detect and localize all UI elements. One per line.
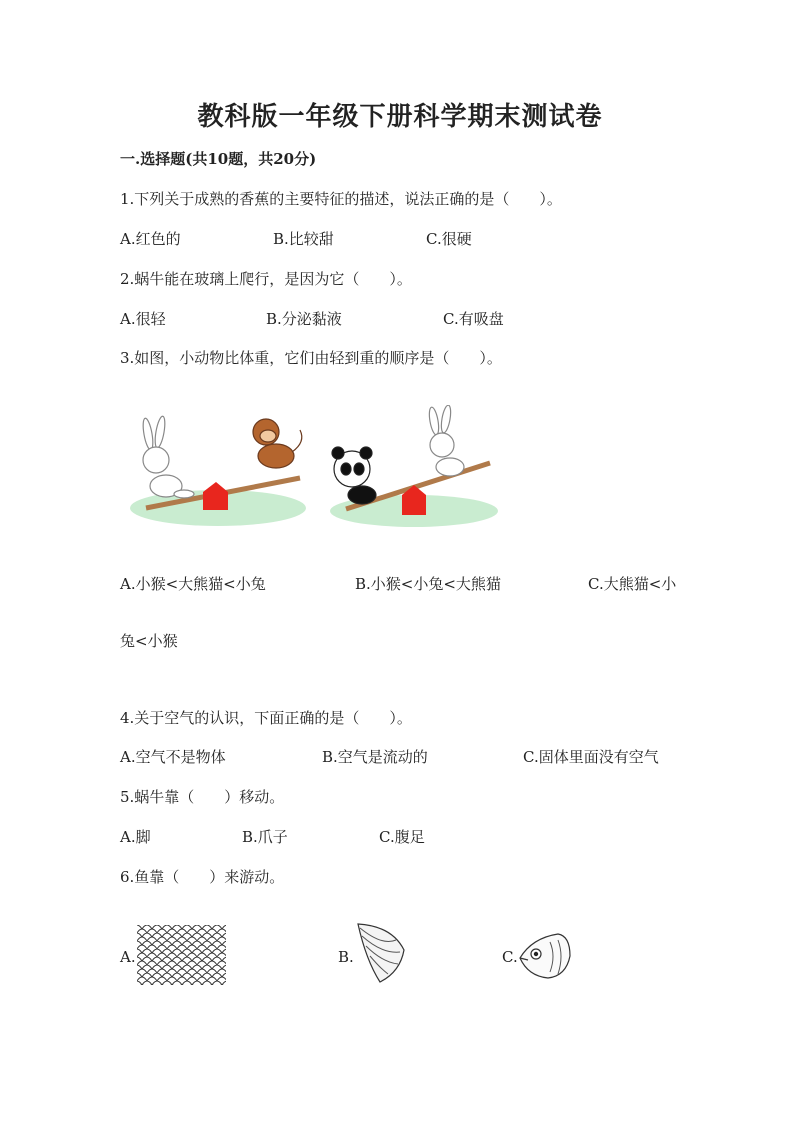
question-3-option-c: C.大熊猫<小 (588, 575, 677, 593)
fish-fin-icon (352, 920, 408, 984)
fish-head-icon (518, 928, 572, 982)
question-6-option-b: B. (338, 948, 354, 966)
seesaw-panda-rabbit-icon (322, 405, 500, 530)
question-2-option-c: C.有吸盘 (443, 310, 504, 328)
question-2-option-a: A.很轻 (120, 310, 166, 328)
question-1-option-b: B.比较甜 (273, 230, 334, 248)
seesaw-rabbit-monkey-icon (128, 412, 308, 527)
question-4-option-c: C.固体里面没有空气 (523, 748, 659, 766)
question-3-option-c-wrap: 兔<小猴 (120, 632, 178, 650)
question-6-option-a: A. (120, 948, 136, 966)
question-4-option-b: B.空气是流动的 (322, 748, 428, 766)
question-4-option-a: A.空气不是物体 (120, 748, 226, 766)
question-5-option-a: A.脚 (120, 828, 151, 846)
question-5-option-b: B.爪子 (242, 828, 288, 846)
question-3-option-a: A.小猴<大熊猫<小兔 (120, 575, 266, 593)
question-5-option-c: C.腹足 (379, 828, 425, 846)
question-3-stem: 3.如图，小动物比体重，它们由轻到重的顺序是（ ）。 (120, 349, 502, 367)
question-1-stem: 1.下列关于成熟的香蕉的主要特征的描述，说法正确的是（ ）。 (120, 190, 562, 208)
fish-scales-icon (137, 925, 226, 985)
question-3-option-b: B.小猴<小兔<大熊猫 (355, 575, 501, 593)
question-2-option-b: B.分泌黏液 (266, 310, 342, 328)
question-6-option-c: C. (502, 948, 518, 966)
section-heading: 一.选择题(共10题，共20分) (120, 150, 317, 168)
question-1-option-c: C.很硬 (426, 230, 472, 248)
page-title: 教科版一年级下册科学期末测试卷 (197, 102, 603, 132)
question-5-stem: 5.蜗牛靠（ ）移动。 (120, 788, 285, 806)
question-2-stem: 2.蜗牛能在玻璃上爬行，是因为它（ ）。 (120, 270, 412, 288)
question-6-stem: 6.鱼靠（ ）来游动。 (120, 868, 285, 886)
question-1-option-a: A.红色的 (120, 230, 181, 248)
question-4-stem: 4.关于空气的认识，下面正确的是（ ）。 (120, 709, 412, 727)
